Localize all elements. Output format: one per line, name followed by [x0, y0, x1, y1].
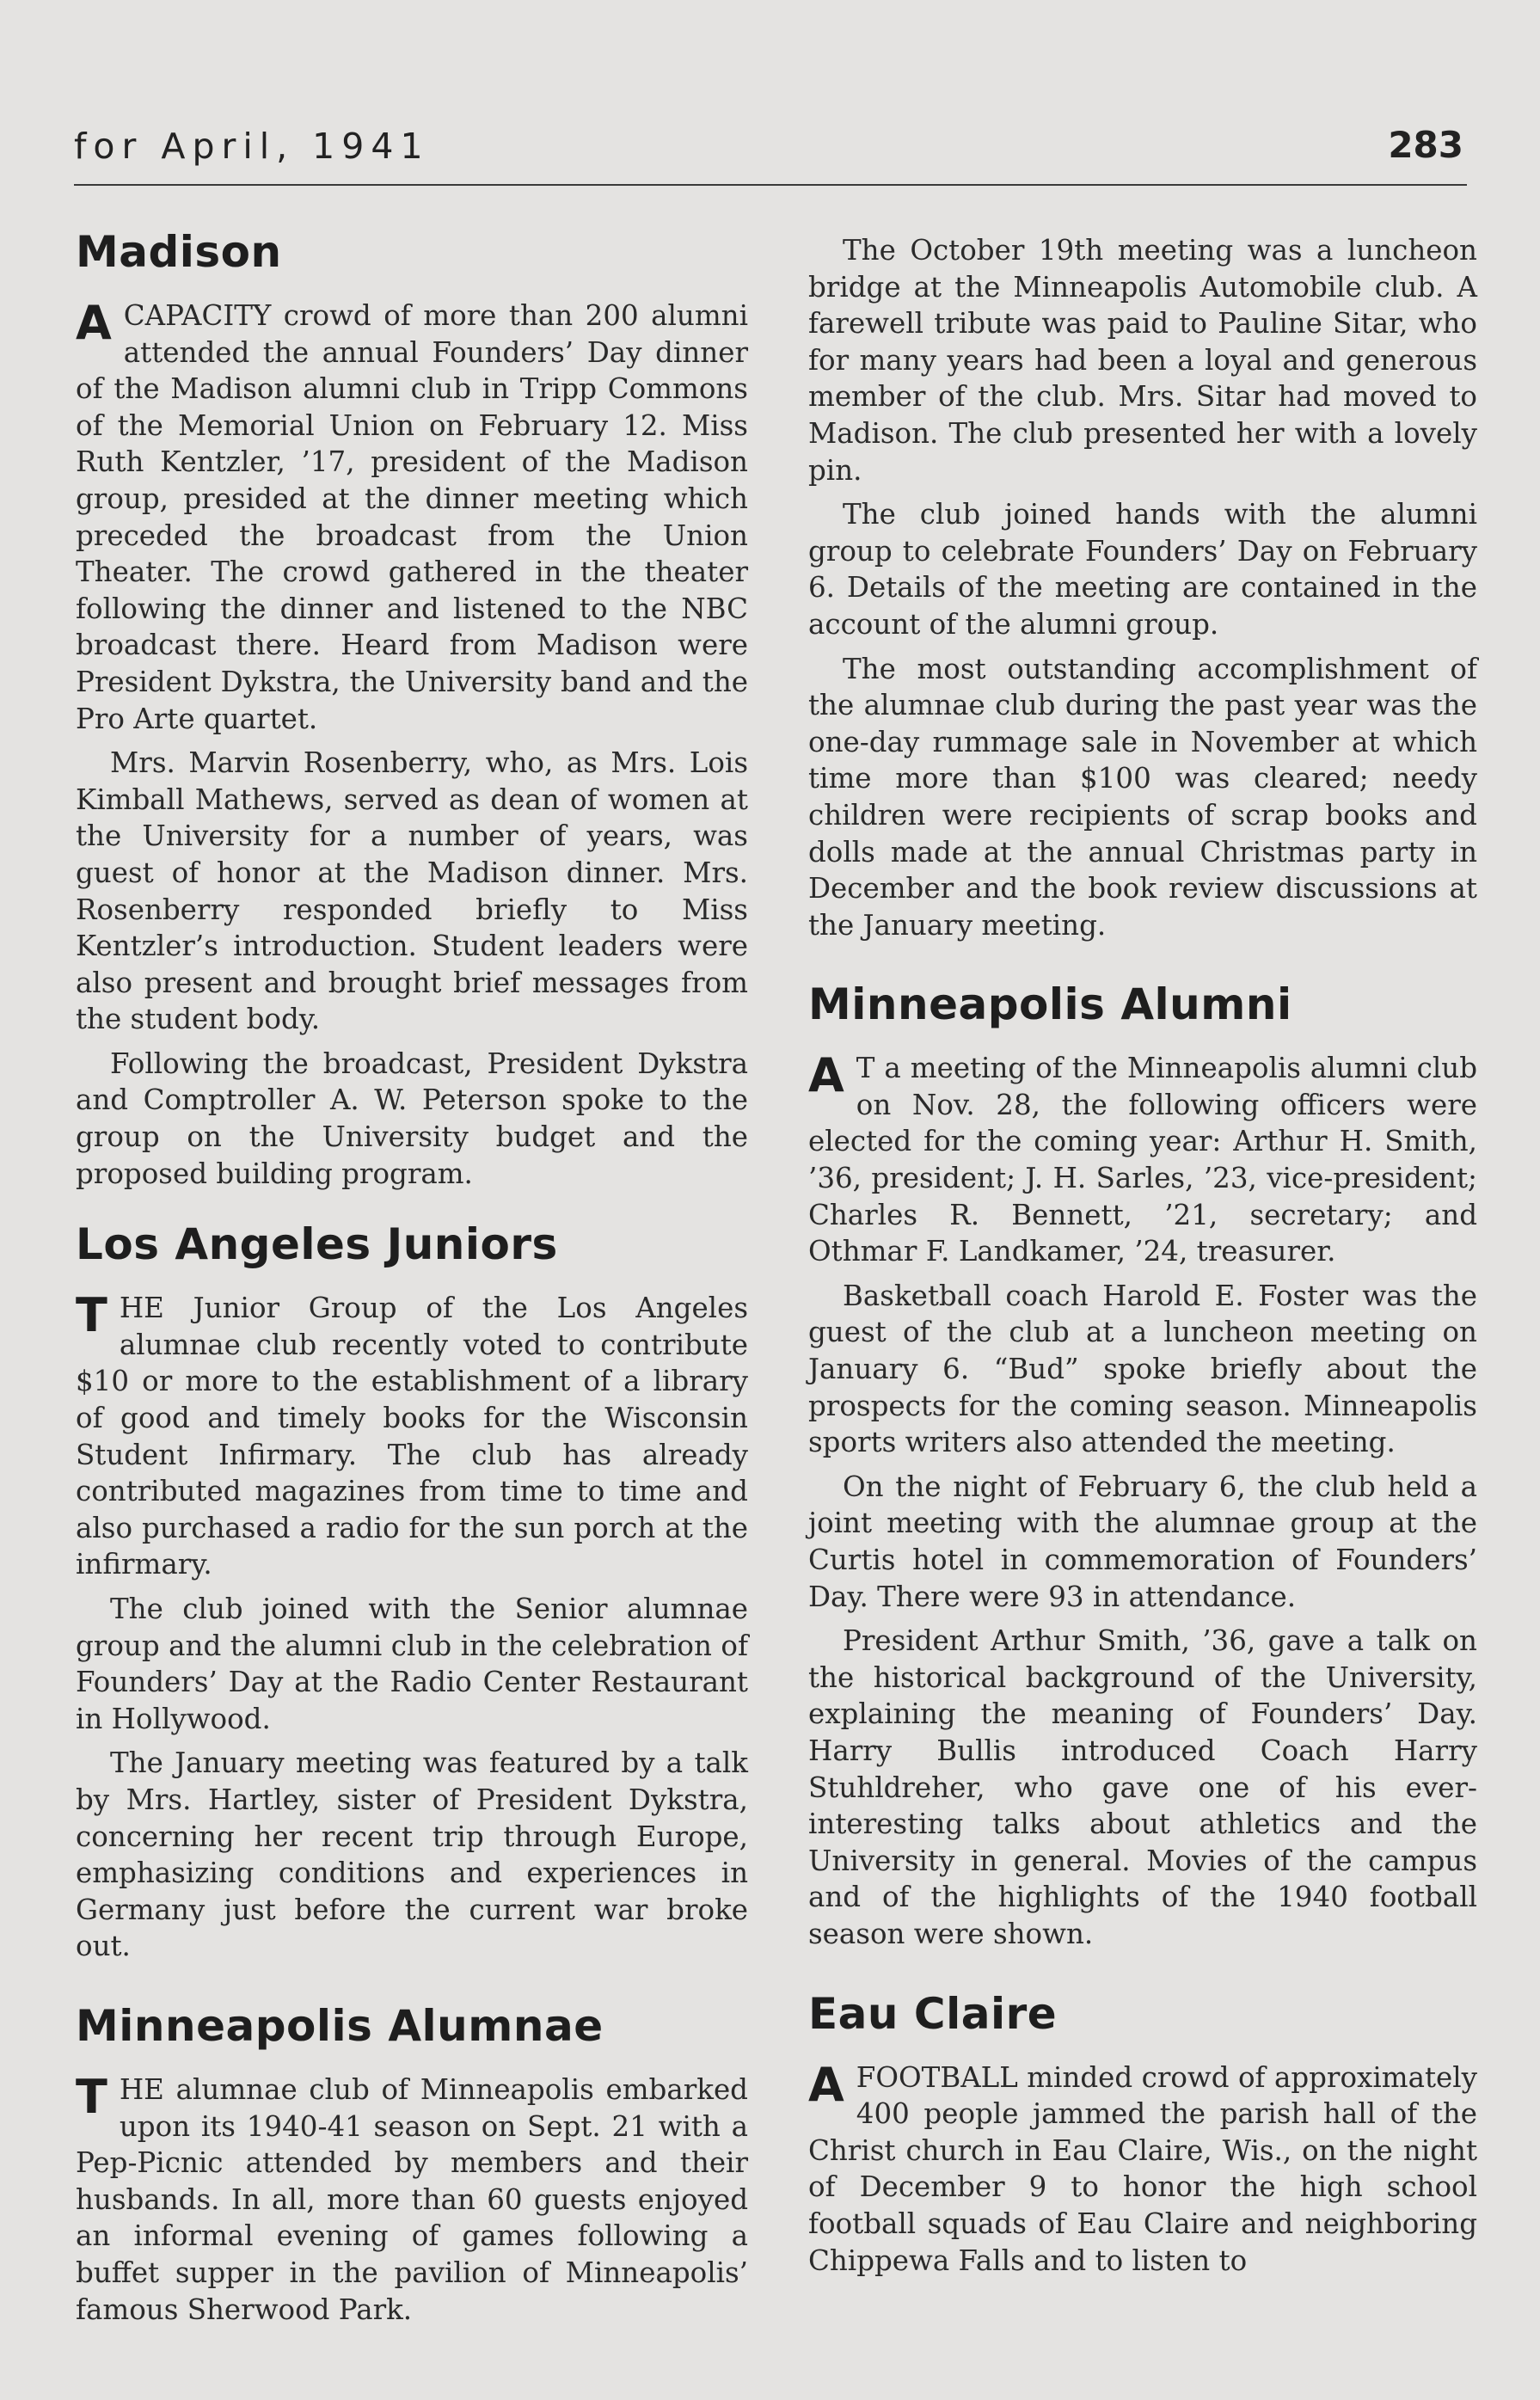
drop-cap: A: [808, 1048, 844, 1103]
drop-cap: A: [808, 2057, 844, 2112]
drop-cap: T: [76, 1288, 107, 1343]
paragraph-text: HE Junior Group of the Los Angeles alumnae club recently voted to contribute $10 or more to the establishment of a library of good and timely books for the Wisconsin Student Infirmary. The club has already contributed magazines from time to time and also purchased a radio for the sun porch at the infirmary.: [76, 1292, 748, 1581]
paragraph: [76, 2069, 748, 2328]
section-mpls-alumni: [808, 978, 1477, 1952]
paragraph: The most outstanding accomplishment of the alumnae club during the past year was the one-day rummage sale in November at which time more than $100 was cleared; needy children were recipients of scrap books and dolls made at the annual Christmas party in December and the book review discussions at the January meeting.: [808, 652, 1477, 942]
section-title-mpls-alumni: Minneapolis Alumni: [808, 979, 1292, 1030]
paragraph: The January meeting was featured by a talk by Mrs. Hartley, sister of President Dykstra, concerning her recent trip through Europe, emphasizing conditions and experiences in Germany just before the current war broke out.: [76, 1746, 748, 1963]
paragraph-text: FOOTBALL minded crowd of approximately 400 people jammed the parish hall of the Christ church in Eau Claire, Wis., on the night of December 9 to honor the high school football squads of Eau Claire and neighboring Chippewa Falls and to listen to: [808, 2060, 1477, 2277]
paragraph: The club joined with the Senior alumnae group and the alumni club in the celebration of Founders’ Day at the Radio Center Restaurant in Hollywood.: [76, 1593, 748, 1735]
section-eau-claire: [808, 1987, 1477, 2280]
section-title-mpls-alumnae: Minneapolis Alumnae: [76, 2000, 604, 2051]
section-title-madison: Madison: [76, 227, 282, 277]
right-column: [808, 232, 1477, 2286]
paragraph: [808, 2059, 1477, 2280]
paragraph: [808, 1050, 1477, 1270]
paragraph-text: T a meeting of the Minneapolis alumni club on Nov. 28, the following officers were elected for the coming year: Arthur H. Smith, ’36, president; J. H. Sarles, ’23, vice-president; Charles R. Bennett, ’21, secretary; and Othmar F. Landkamer, ’24, treasurer.: [808, 1052, 1477, 1268]
drop-cap: A: [76, 296, 112, 350]
section-madison: [76, 225, 748, 1192]
drop-cap: T: [76, 2069, 107, 2124]
section-title-eau-claire: Eau Claire: [808, 1988, 1058, 2039]
paragraph: Following the broadcast, President Dykstra and Comptroller A. W. Peterson spoke to the group on the University budget and the proposed building program.: [76, 1047, 748, 1190]
paragraph: [76, 298, 748, 737]
page-number: 283: [1388, 124, 1463, 166]
running-header: [74, 122, 1467, 186]
paragraph: President Arthur Smith, ’36, gave a talk on the historical background of the University, explaining the meaning of Founders’ Day. Harry Bullis introduced Coach Harry Stuhldreher, who gave one of his ever-interesting talks about athletics and the University in general. Movies of the campus and of the highlights of the 1940 football season were shown.: [808, 1624, 1477, 1950]
paragraph: [76, 1290, 748, 1583]
section-la-juniors: [76, 1218, 748, 1965]
paragraph: The club joined hands with the alumni group to celebrate Founders’ Day on February 6. Details of the meeting are contained in the account of the alumni group.: [808, 498, 1477, 641]
paragraph: The October 19th meeting was a luncheon bridge at the Minneapolis Automobile club. A farewell tribute was paid to Pauline Sitar, who for many years had been a loyal and generous member of the club. Mrs. Sitar had moved to Madison. The club presented her with a lovely pin.: [808, 234, 1477, 487]
section-mpls-alumnae-continued: [808, 232, 1477, 943]
issue-date: for April, 1941: [74, 126, 430, 167]
paragraph: On the night of February 6, the club held a joint meeting with the alumnae group at the Curtis hotel in commemoration of Founders’ Day. There were 93 in attendance.: [808, 1470, 1477, 1613]
paragraph: Basketball coach Harold E. Foster was the guest of the club at a luncheon meeting on January 6. “Bud” spoke briefly about the prospects for the coming season. Minneapolis sports writers also attended the meeting.: [808, 1279, 1477, 1459]
section-title-la-juniors: Los Angeles Juniors: [76, 1219, 558, 1270]
section-mpls-alumnae: [76, 1999, 748, 2328]
paragraph: Mrs. Marvin Rosenberry, who, as Mrs. Lois Kimball Mathews, served as dean of women at the University for a number of years, was guest of honor at the Madison dinner. Mrs. Rosenberry responded briefly to Miss Kentzler’s introduction. Student leaders were also present and brought brief messages from the student body.: [76, 746, 748, 1036]
paragraph-text: CAPACITY crowd of more than 200 alumni attended the annual Founders’ Day dinner of the Madison alumni club in Tripp Commons of the Memorial Union on February 12. Miss Ruth Kentzler, ’17, president of the Madison group, presided at the dinner meeting which preceded the broadcast from the Union Theater. The crowd gathered in the theater following the dinner and listened to the NBC broadcast there. Heard from Madison were President Dykstra, the University band and the Pro Arte quartet.: [76, 299, 748, 735]
paragraph-text: HE alumnae club of Minneapolis embarked upon its 1940-41 season on Sept. 21 with a Pep-Picnic attended by members and their husbands. In all, more than 60 guests enjoyed an informal evening of games following a buffet supper in the pavilion of Minneapolis’ famous Sherwood Park.: [76, 2072, 748, 2326]
left-column: [76, 225, 748, 2336]
